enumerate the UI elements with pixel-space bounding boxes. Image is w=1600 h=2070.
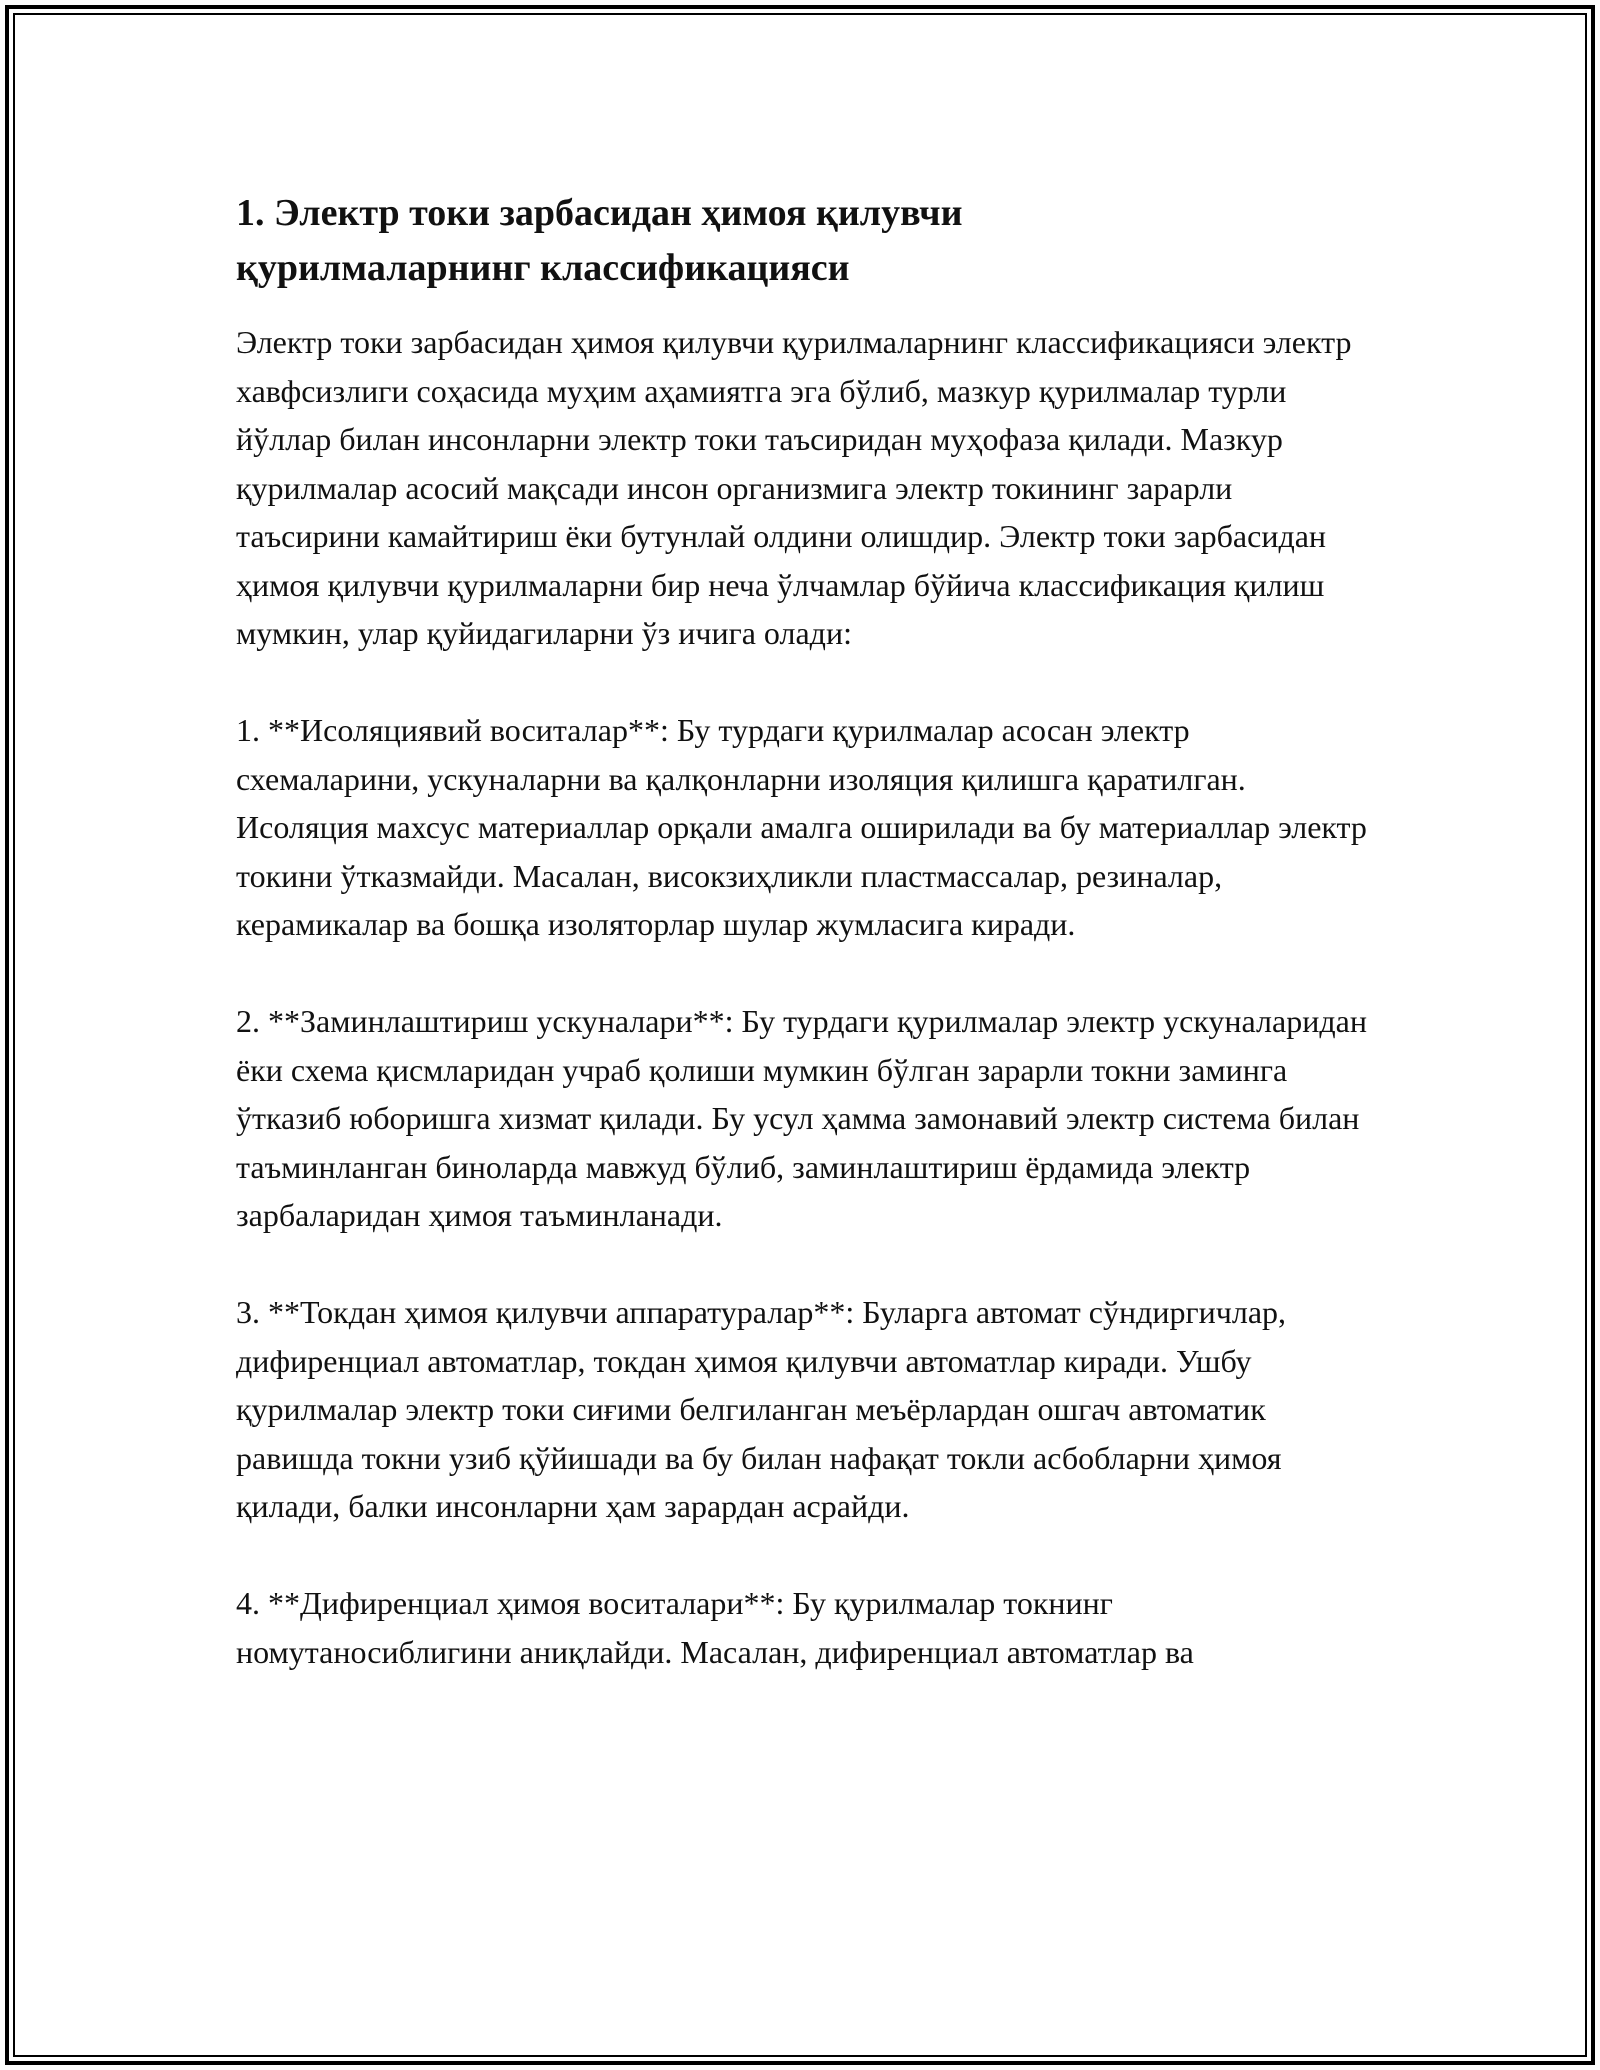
list-item-insulation: 1. **Исоляциявий воситалар**: Бу турдаги қурилмалар асосан электр схемаларини, ускуналарни ва қалқонларни изоляция қилишга қаратилган. Исоляция махсус материаллар орқали амалга оширилади ва бу материаллар электр токини ўтказмайди. Масалан, високзиҳликли пластмассалар, резиналар, керамикалар ва бошқа изоляторлар шулар жумласига киради. [236,712,1367,942]
document-body [236,186,1376,1725]
section-heading: 1. Электр токи зарбасидан ҳимоя қилувчи қурилмаларнинг классификацияси [236,192,963,289]
list-item-current-protection: 3. **Токдан ҳимоя қилувчи аппаратуралар**: Буларга автомат сўндиргичлар, дифиренциал автоматлар, токдан ҳимоя қилувчи автоматлар киради. Ушбу қурилмалар электр токи сиғими белгиланган меъёрлардан ошгач автоматик равишда токни узиб қўйишади ва бу билан нафақат токли асбобларни ҳимоя қилади, балки инсонларни ҳам зарардан асрайди. [236,1294,1287,1524]
list-item-differential-protection: 4. **Дифиренциал ҳимоя воситалари**: Бу қурилмалар токнинг номутаносиблигини аниқлайди. Масалан, дифиренциал автоматлар ва [236,1585,1194,1670]
intro-paragraph: Электр токи зарбасидан ҳимоя қилувчи қурилмаларнинг классификацияси электр хавфсизлиги соҳасида муҳим аҳамиятга эга бўлиб, мазкур қурилмалар турли йўллар билан инсонларни электр токи таъсиридан муҳофаза қилади. Мазкур қурилмалар асосий мақсади инсон организмига электр токининг зарарли таъсирини камайтириш ёки бутунлай олдини олишдир. Электр токи зарбасидан ҳимоя қилувчи қурилмаларни бир неча ўлчамлар бўйича классификация қилиш мумкин, улар қуйидагиларни ўз ичига олади: [236,324,1352,651]
list-item-grounding: 2. **Заминлаштириш ускуналари**: Бу турдаги қурилмалар электр ускуналаридан ёки схема қисмларидан учраб қолиши мумкин бўлган зарарли токни заминга ўтказиб юборишга хизмат қилади. Бу усул ҳамма замонавий электр система билан таъминланган биноларда мавжуд бўлиб, заминлаштириш ёрдамида электр зарбаларидан ҳимоя таъминланади. [236,1003,1367,1233]
